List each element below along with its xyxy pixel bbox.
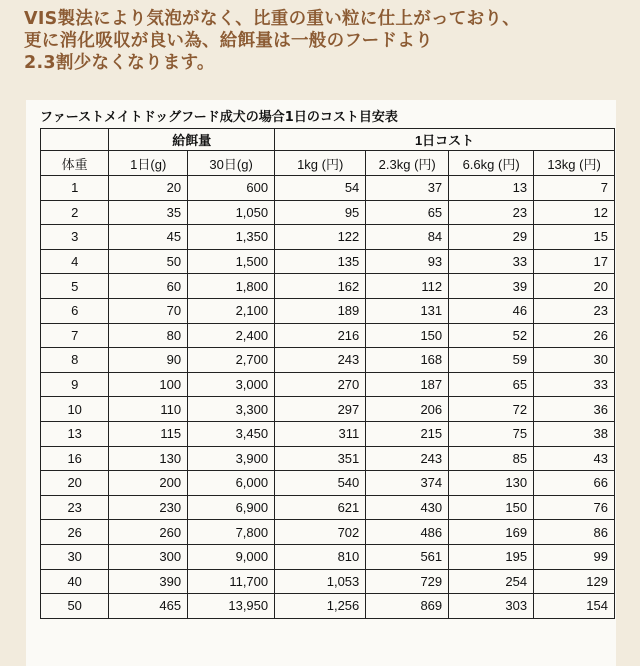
value-cell: 540	[275, 471, 366, 496]
value-cell: 36	[534, 397, 615, 422]
value-cell: 84	[366, 225, 449, 250]
value-cell: 7	[534, 176, 615, 201]
value-cell: 2,700	[188, 348, 275, 373]
weight-cell: 10	[41, 397, 109, 422]
table-row	[41, 225, 615, 250]
value-cell: 80	[109, 323, 188, 348]
value-cell: 216	[275, 323, 366, 348]
value-cell: 29	[449, 225, 534, 250]
value-cell: 600	[188, 176, 275, 201]
weight-cell: 7	[41, 323, 109, 348]
value-cell: 23	[534, 298, 615, 323]
value-cell: 9,000	[188, 544, 275, 569]
value-cell: 130	[449, 471, 534, 496]
table-row	[41, 520, 615, 545]
value-cell: 30	[534, 348, 615, 373]
value-cell: 702	[275, 520, 366, 545]
value-cell: 112	[366, 274, 449, 299]
value-cell: 1,500	[188, 249, 275, 274]
value-cell: 50	[109, 249, 188, 274]
value-cell: 33	[449, 249, 534, 274]
value-cell: 11,700	[188, 569, 275, 594]
value-cell: 65	[449, 372, 534, 397]
cost-group-header: 1日コスト	[275, 129, 615, 151]
value-cell: 162	[275, 274, 366, 299]
value-cell: 100	[109, 372, 188, 397]
blank-header	[41, 129, 109, 151]
value-cell: 72	[449, 397, 534, 422]
value-cell: 869	[366, 594, 449, 619]
column-header: 13kg (円)	[534, 151, 615, 176]
value-cell: 168	[366, 348, 449, 373]
value-cell: 93	[366, 249, 449, 274]
weight-cell: 6	[41, 298, 109, 323]
value-cell: 45	[109, 225, 188, 250]
value-cell: 150	[449, 495, 534, 520]
table-row	[41, 348, 615, 373]
column-header: 体重	[41, 151, 109, 176]
value-cell: 135	[275, 249, 366, 274]
column-header: 1日(g)	[109, 151, 188, 176]
value-cell: 75	[449, 421, 534, 446]
value-cell: 60	[109, 274, 188, 299]
value-cell: 26	[534, 323, 615, 348]
weight-cell: 30	[41, 544, 109, 569]
column-header: 1kg (円)	[275, 151, 366, 176]
value-cell: 46	[449, 298, 534, 323]
value-cell: 3,000	[188, 372, 275, 397]
value-cell: 2,400	[188, 323, 275, 348]
value-cell: 99	[534, 544, 615, 569]
value-cell: 122	[275, 225, 366, 250]
value-cell: 254	[449, 569, 534, 594]
cost-sheet	[26, 100, 616, 666]
value-cell: 3,300	[188, 397, 275, 422]
value-cell: 311	[275, 421, 366, 446]
value-cell: 66	[534, 471, 615, 496]
value-cell: 3,450	[188, 421, 275, 446]
value-cell: 2,100	[188, 298, 275, 323]
table-row	[41, 471, 615, 496]
value-cell: 3,900	[188, 446, 275, 471]
value-cell: 729	[366, 569, 449, 594]
table-row	[41, 323, 615, 348]
weight-cell: 13	[41, 421, 109, 446]
value-cell: 169	[449, 520, 534, 545]
value-cell: 20	[534, 274, 615, 299]
value-cell: 303	[449, 594, 534, 619]
value-cell: 38	[534, 421, 615, 446]
weight-cell: 50	[41, 594, 109, 619]
value-cell: 6,000	[188, 471, 275, 496]
cost-table	[40, 128, 615, 619]
weight-cell: 1	[41, 176, 109, 201]
value-cell: 90	[109, 348, 188, 373]
weight-cell: 16	[41, 446, 109, 471]
table-row	[41, 298, 615, 323]
table-row	[41, 372, 615, 397]
table-row	[41, 200, 615, 225]
weight-cell: 3	[41, 225, 109, 250]
value-cell: 12	[534, 200, 615, 225]
value-cell: 1,053	[275, 569, 366, 594]
value-cell: 206	[366, 397, 449, 422]
value-cell: 76	[534, 495, 615, 520]
value-cell: 130	[109, 446, 188, 471]
value-cell: 297	[275, 397, 366, 422]
intro-text	[24, 8, 624, 74]
value-cell: 43	[534, 446, 615, 471]
value-cell: 85	[449, 446, 534, 471]
value-cell: 150	[366, 323, 449, 348]
weight-cell: 20	[41, 471, 109, 496]
value-cell: 39	[449, 274, 534, 299]
value-cell: 465	[109, 594, 188, 619]
column-header: 6.6kg (円)	[449, 151, 534, 176]
value-cell: 270	[275, 372, 366, 397]
value-cell: 65	[366, 200, 449, 225]
value-cell: 243	[275, 348, 366, 373]
value-cell: 430	[366, 495, 449, 520]
intro-line: 2.3割少なくなります。	[24, 53, 215, 73]
column-header: 2.3kg (円)	[366, 151, 449, 176]
table-row	[41, 421, 615, 446]
value-cell: 35	[109, 200, 188, 225]
value-cell: 110	[109, 397, 188, 422]
value-cell: 215	[366, 421, 449, 446]
value-cell: 243	[366, 446, 449, 471]
value-cell: 129	[534, 569, 615, 594]
value-cell: 154	[534, 594, 615, 619]
table-row	[41, 274, 615, 299]
weight-cell: 2	[41, 200, 109, 225]
value-cell: 187	[366, 372, 449, 397]
weight-cell: 26	[41, 520, 109, 545]
weight-cell: 23	[41, 495, 109, 520]
feeding-group-header: 給餌量	[109, 129, 275, 151]
value-cell: 70	[109, 298, 188, 323]
value-cell: 374	[366, 471, 449, 496]
weight-cell: 5	[41, 274, 109, 299]
value-cell: 13,950	[188, 594, 275, 619]
value-cell: 15	[534, 225, 615, 250]
value-cell: 7,800	[188, 520, 275, 545]
value-cell: 1,050	[188, 200, 275, 225]
value-cell: 486	[366, 520, 449, 545]
column-header: 30日(g)	[188, 151, 275, 176]
weight-cell: 9	[41, 372, 109, 397]
value-cell: 115	[109, 421, 188, 446]
value-cell: 230	[109, 495, 188, 520]
table-body	[41, 176, 615, 619]
intro-line: 更に消化吸収が良い為、給餌量は一般のフードより	[24, 31, 433, 51]
intro-line: VIS製法により気泡がなく、比重の重い粒に仕上がっており、	[24, 9, 521, 29]
value-cell: 23	[449, 200, 534, 225]
table-row	[41, 594, 615, 619]
value-cell: 195	[449, 544, 534, 569]
value-cell: 95	[275, 200, 366, 225]
value-cell: 13	[449, 176, 534, 201]
value-cell: 131	[366, 298, 449, 323]
value-cell: 20	[109, 176, 188, 201]
table-caption: ファーストメイトドッグフード成犬の場合1日のコスト目安表	[40, 110, 398, 125]
value-cell: 59	[449, 348, 534, 373]
value-cell: 52	[449, 323, 534, 348]
value-cell: 390	[109, 569, 188, 594]
table-row	[41, 569, 615, 594]
weight-cell: 40	[41, 569, 109, 594]
value-cell: 6,900	[188, 495, 275, 520]
value-cell: 33	[534, 372, 615, 397]
value-cell: 1,350	[188, 225, 275, 250]
table-row	[41, 397, 615, 422]
table-row	[41, 544, 615, 569]
value-cell: 1,800	[188, 274, 275, 299]
value-cell: 1,256	[275, 594, 366, 619]
weight-cell: 4	[41, 249, 109, 274]
value-cell: 86	[534, 520, 615, 545]
value-cell: 621	[275, 495, 366, 520]
value-cell: 200	[109, 471, 188, 496]
table-row	[41, 249, 615, 274]
weight-cell: 8	[41, 348, 109, 373]
table-row	[41, 495, 615, 520]
value-cell: 561	[366, 544, 449, 569]
value-cell: 260	[109, 520, 188, 545]
value-cell: 54	[275, 176, 366, 201]
table-row	[41, 176, 615, 201]
table-row	[41, 446, 615, 471]
value-cell: 37	[366, 176, 449, 201]
value-cell: 17	[534, 249, 615, 274]
value-cell: 189	[275, 298, 366, 323]
value-cell: 300	[109, 544, 188, 569]
value-cell: 810	[275, 544, 366, 569]
value-cell: 351	[275, 446, 366, 471]
